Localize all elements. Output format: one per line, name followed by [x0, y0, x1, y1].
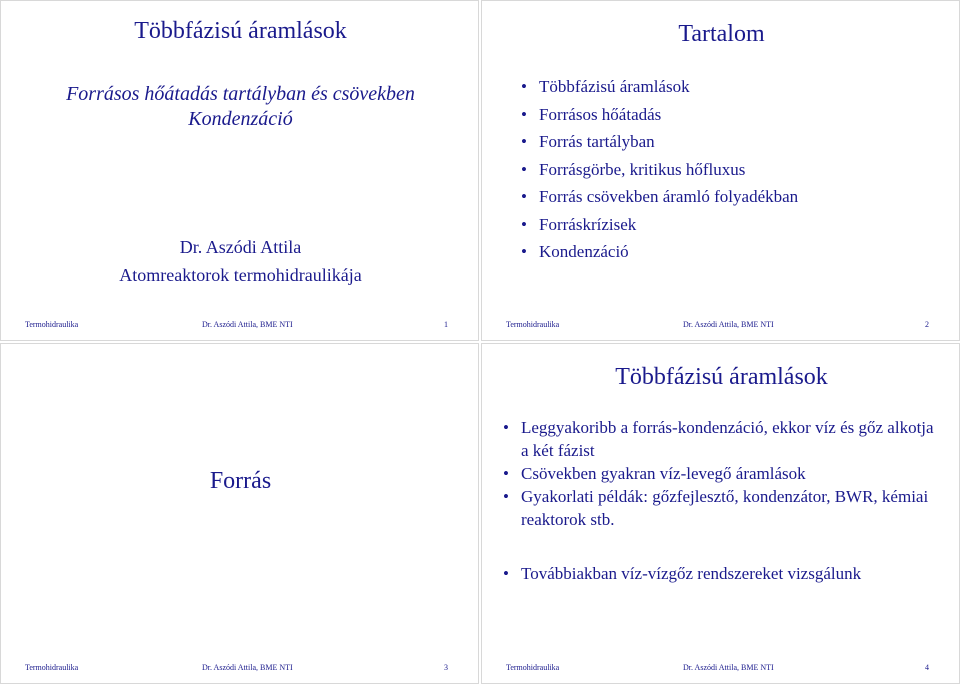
- toc-item: • Forrásgörbe, kritikus hőfluxus: [520, 156, 798, 184]
- course-title: Atomreaktorok termohidraulikája: [119, 265, 362, 285]
- toc-item: • Kondenzáció: [520, 238, 798, 266]
- slide-title: Többfázisú áramlások: [615, 364, 828, 390]
- slide-title: Többfázisú áramlások: [134, 18, 347, 44]
- page-number: 3: [444, 663, 448, 672]
- slide-1: [0, 0, 479, 341]
- toc-item: • Többfázisú áramlások: [520, 73, 798, 101]
- footer-author: Dr. Aszódi Attila, BME NTI: [683, 663, 774, 672]
- toc-item: • Forrás tartályban: [520, 128, 798, 156]
- slide-footer: [1, 663, 478, 675]
- bullet-list-secondary: [502, 562, 952, 585]
- slide-footer: [482, 663, 959, 675]
- slide-4: [481, 343, 960, 684]
- author-name: Dr. Aszódi Attila: [179, 237, 302, 257]
- footer-author: Dr. Aszódi Attila, BME NTI: [683, 320, 774, 329]
- footer-course: Termohidraulika: [25, 320, 79, 329]
- page-number: 4: [925, 663, 929, 672]
- bullet-item: • Továbbiakban víz-vízgőz rendszereket vizsgálunk: [502, 562, 952, 585]
- footer-course: Termohidraulika: [25, 663, 79, 672]
- footer-course: Termohidraulika: [506, 320, 560, 329]
- bullet-item: • Gyakorlati példák: gőzfejlesztő, kondenzátor, BWR, kémiai reaktorok stb.: [502, 485, 942, 531]
- footer-author: Dr. Aszódi Attila, BME NTI: [202, 663, 293, 672]
- page-number: 1: [444, 320, 448, 329]
- footer-course: Termohidraulika: [506, 663, 560, 672]
- footer-author: Dr. Aszódi Attila, BME NTI: [202, 320, 293, 329]
- slide-subtitle-line1: Forrásos hőátadás tartályban és csövekben: [66, 83, 415, 105]
- slide-footer: [1, 320, 478, 332]
- toc-item: • Forrásos hőátadás: [520, 101, 798, 129]
- toc-list: [520, 73, 798, 266]
- toc-item: • Forráskrízisek: [520, 211, 798, 239]
- slide-footer: [482, 320, 959, 332]
- toc-item: • Forrás csövekben áramló folyadékban: [520, 183, 798, 211]
- slide-3: [0, 343, 479, 684]
- slide-2: [481, 0, 960, 341]
- bullet-item: • Leggyakoribb a forrás-kondenzáció, ekkor víz és gőz alkotja a két fázist: [502, 416, 942, 462]
- page-number: 2: [925, 320, 929, 329]
- bullet-list: [502, 416, 942, 531]
- slide-title: Tartalom: [678, 21, 765, 47]
- slide-title: Forrás: [209, 468, 272, 494]
- bullet-item: • Csövekben gyakran víz-levegő áramlások: [502, 462, 942, 485]
- slide-subtitle-line2: Kondenzáció: [188, 108, 293, 130]
